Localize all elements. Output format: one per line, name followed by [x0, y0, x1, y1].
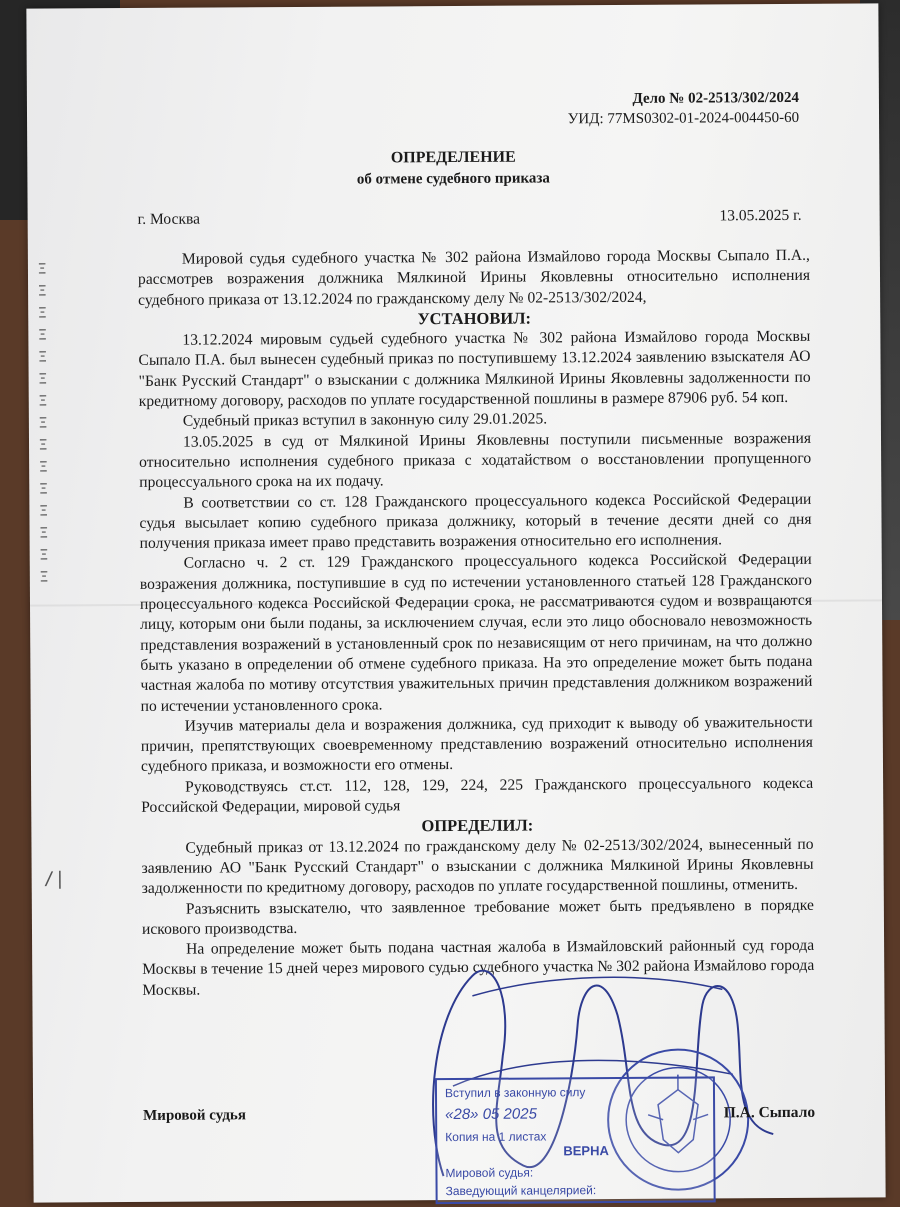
- paragraph: Согласно ч. 2 ст. 129 Гражданского процессуального кодекса Российской Федерации возражения должника, поступившие в суд по истечении установленного статьей 128 Гражданского процессуального кодекса Российской Федерации срока, не рассматриваются судом и возвращаются лицу, которым они были поданы, за исключением случая, если это лицо обосновало невозможность представления возражений в установленный срок по независящим от него причинам, на что должно быть указано в определении об отмене судебного приказа. На это определение может быть подана частная жалоба по мотиву отсутствия уважительных причин представления должником возражений по истечении установленного срока.: [139, 551, 813, 715]
- document-title: ОПРЕДЕЛЕНИЕ: [390, 148, 516, 167]
- document-body: [138, 246, 815, 1001]
- perforation-marks: Ξ Ξ Ξ Ξ Ξ Ξ Ξ Ξ Ξ Ξ Ξ Ξ Ξ Ξ Ξ: [37, 261, 49, 586]
- document-date: 13.05.2025 г.: [719, 206, 802, 225]
- signature-name: П.А. Сыпало: [723, 1103, 816, 1122]
- stamp-line-3: Копия на 1 листах: [445, 1129, 547, 1145]
- case-number: Дело № 02-2513/302/2024: [632, 89, 799, 107]
- paragraph: 13.12.2024 мировым судьей судебного участка № 302 района Измайлово города Москвы Сыпало П.А. был вынесен судебный приказ по поступившему 13.12.2024 заявлению взыскателя АО "Банк Русский Стандарт" о взыскании с должника Мялкиной Ирины Яковлевны задолженности по кредитному договору, расходов по уплате государственной пошлины в размере 87906 руб. 54 коп.: [138, 328, 811, 411]
- stamp-line-4: ВЕРНА: [563, 1143, 609, 1159]
- section-heading-determined: ОПРЕДЕЛИЛ:: [421, 815, 534, 836]
- stamp-line-5: Мировой судья:: [445, 1165, 534, 1181]
- stamp-line-6: Заведующий канцелярией:: [445, 1183, 597, 1199]
- paragraph: На определение может быть подана частная жалоба в Измайловский районный суд города Москвы в течение 15 дней через мирового судью судебного участка № 302 района Измайлово города Москвы.: [142, 936, 815, 999]
- section-heading-established: УСТАНОВИЛ:: [417, 308, 532, 329]
- court-stamp: [435, 1076, 716, 1204]
- perforation-mark-lower: /|: [43, 868, 66, 890]
- document-sheet: [26, 3, 885, 1202]
- stamp-line-2: «28» 05 2025: [445, 1105, 537, 1124]
- paragraph: Разъяснить взыскателю, что заявленное требование может быть предъявлено в порядке искового производства.: [141, 896, 814, 938]
- paragraph: Руководствуясь ст.ст. 112, 128, 129, 224, 225 Гражданского процессуального кодекса Российской Федерации, мировой судья: [141, 774, 814, 816]
- paragraph: 13.05.2025 в суд от Мялкиной Ирины Яковлевны поступили письменные возражения относительно исполнения судебного приказа с ходатайством о восстановлении пропущенного процессуального срока на их подачу.: [139, 429, 812, 492]
- paragraph-intro: Мировой судья судебного участка № 302 района Измайлово города Москвы Сыпало П.А., рассмотрев возражения должника Мялкиной Ирины Яковлевны относительно исполнения судебного приказа от 13.12.2024 по гражданскому делу № 02-2513/302/2024,: [137, 246, 811, 309]
- paragraph: Изучив материалы дела и возражения должника, суд приходит к выводу об уважительности причин, препятствующих своевременному представлению возражений относительно исполнения судебного приказа, и возможности его отмены.: [140, 713, 813, 776]
- stamp-line-1: Вступил в законную силу: [444, 1085, 586, 1101]
- signature-title: Мировой судья: [143, 1107, 246, 1124]
- case-uid: УИД: 77MS0302-01-2024-004450-60: [567, 109, 800, 128]
- place: г. Москва: [137, 210, 200, 228]
- document-subtitle: об отмене судебного приказа: [356, 170, 550, 188]
- paragraph: В соответствии со ст. 128 Гражданского процессуального кодекса Российской Федерации судья высылает копию судебного приказа должнику, который в течение десяти дней со дня получения приказа имеет право представить возражения относительно его исполнения.: [139, 490, 812, 553]
- paragraph: Судебный приказ вступил в законную силу 29.01.2025.: [182, 410, 548, 431]
- paragraph: Судебный приказ от 13.12.2024 по гражданскому делу № 02-2513/302/2024, вынесенный по заявлению АО "Банк Русский Стандарт" о взыскании с должника Мялкиной Ирины Яковлевны задолженности по кредитному договору, расходов по уплате государственной пошлины, отменить.: [141, 835, 814, 898]
